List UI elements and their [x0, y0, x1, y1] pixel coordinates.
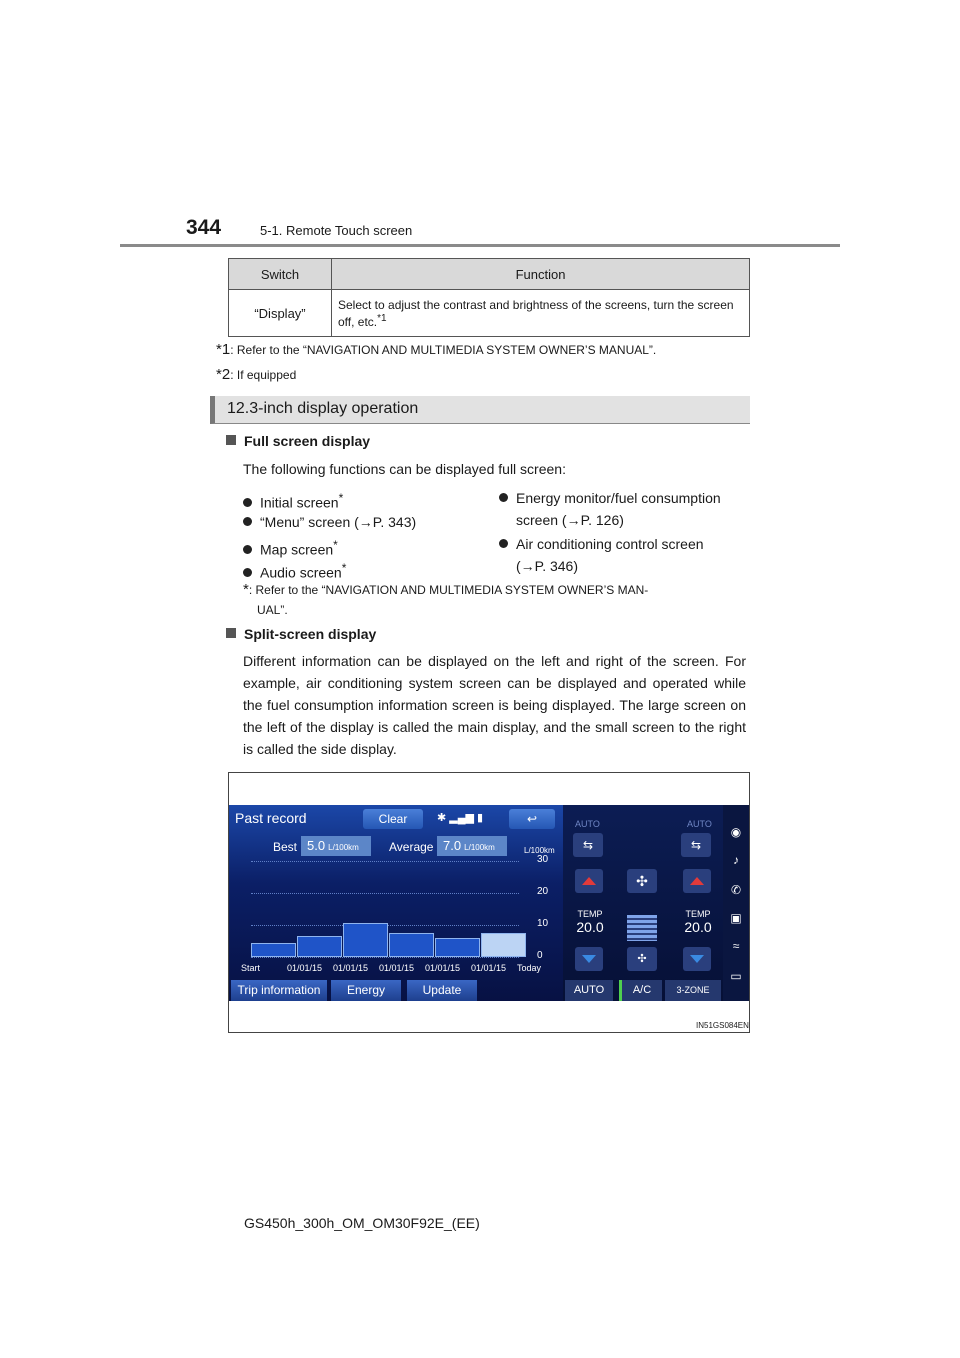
temp-down-right-button[interactable]: [683, 947, 711, 971]
left-airflow-button[interactable]: [573, 833, 603, 857]
header-rule: [120, 244, 840, 247]
average-value-box: [437, 836, 507, 856]
x-tick-label: 01/01/15: [425, 963, 461, 973]
full-screen-heading: [226, 433, 370, 449]
best-unit: L/100km: [328, 843, 359, 852]
temp-label-right: TEMP: [685, 909, 711, 919]
footnote-mark: *2: [216, 366, 231, 383]
bullet-icon: [243, 545, 252, 554]
bullet-icon: [499, 493, 508, 502]
section-title: 5-1. Remote Touch screen: [260, 223, 413, 238]
main-display: [229, 805, 563, 1001]
temp-down-left-button[interactable]: [575, 947, 603, 971]
y-tick-label: 20: [537, 886, 549, 897]
x-tick-label: 01/01/15: [379, 963, 415, 973]
table-header-function: Function: [332, 259, 750, 290]
bullet-icon: [243, 568, 252, 577]
grid-line: [251, 893, 519, 894]
bullet-icon: [243, 498, 252, 507]
back-button[interactable]: [509, 809, 555, 829]
note-mark: *1: [377, 312, 387, 324]
chart-bar: [389, 933, 434, 957]
arrow-up-icon: [582, 877, 596, 885]
back-arrow-icon: ↩: [526, 812, 538, 826]
table-row: [229, 290, 750, 337]
chart-bar: [481, 933, 526, 957]
auto-button[interactable]: AUTO: [565, 980, 613, 1001]
x-tick-label: 01/01/15: [333, 963, 369, 973]
axis-unit: L/100km: [524, 846, 555, 855]
fan-up-button[interactable]: [627, 869, 657, 893]
chart-bar: [343, 923, 388, 957]
tab-update[interactable]: Update: [407, 980, 477, 1001]
y-tick-label: 30: [537, 854, 549, 865]
y-tick-label: 10: [537, 918, 549, 929]
square-bullet-icon: [226, 435, 236, 445]
footnote-2: [216, 366, 296, 383]
table-header-switch: Switch: [229, 259, 332, 290]
fan-icon: ✣: [636, 873, 648, 889]
list-item: Energy monitor/fuel consumption screen (→P. 126): [499, 487, 749, 531]
function-text: Select to adjust the contrast and brightness of the screens, turn the screen off, etc.: [338, 297, 734, 329]
average-value: 7.0: [443, 838, 462, 853]
footnote-text: : Refer to the “NAVIGATION AND MULTIMEDIA SYSTEM OWNER’S MANUAL”.: [230, 343, 657, 357]
subheading-bar: [210, 396, 750, 424]
chart-bar: [435, 938, 480, 957]
list-item: Map screen*: [243, 534, 338, 561]
auto-label-left: AUTO: [575, 819, 600, 829]
average-unit: L/100km: [464, 843, 495, 852]
heading-text: Full screen display: [244, 433, 371, 449]
fan-level-indicator: [627, 915, 657, 941]
list-item: “Menu” screen (→P. 343): [243, 511, 416, 533]
split-screen-paragraph: Different information can be displayed on the left and right of the screen. For example, air conditioning system screen can be displayed and operated while the fuel consumption information screen is being displayed. The large screen on the left of the display is called the main display, and the small screen to the right is called the side display.: [243, 653, 746, 757]
image-code: IN51GS084EN: [696, 1021, 749, 1030]
grid-line: [251, 861, 519, 862]
chart-bar: [251, 943, 296, 957]
x-tick-label: Start: [241, 963, 261, 973]
footnote-text: : If equipped: [230, 368, 297, 382]
climate-icon[interactable]: ≈: [732, 939, 740, 953]
bullet-icon: [243, 517, 252, 526]
airflow-icon: ⇆: [582, 838, 594, 852]
arrow-down-icon: [582, 955, 596, 963]
best-value: 5.0: [307, 838, 326, 853]
right-airflow-button[interactable]: [681, 833, 711, 857]
arrow-up-icon: [690, 877, 704, 885]
tab-energy[interactable]: Energy: [331, 980, 401, 1001]
y-tick-label: 0: [537, 950, 543, 961]
temp-label-left: TEMP: [577, 909, 603, 919]
chart-bar: [297, 936, 342, 957]
best-label: Best: [273, 840, 298, 854]
full-screen-note: *: Refer to the “NAVIGATION AND MULTIMEDIA SYSTEM OWNER’S MAN- UAL”.: [243, 581, 649, 617]
full-screen-intro: The following functions can be displayed full screen:: [243, 461, 566, 477]
list-item: Audio screen*: [243, 557, 346, 584]
tab-trip-information[interactable]: Trip information: [231, 980, 327, 1001]
image-icon[interactable]: ▣: [730, 911, 742, 925]
heading-text: Split-screen display: [244, 626, 377, 642]
clear-button[interactable]: Clear: [363, 809, 423, 829]
navigation-icon[interactable]: ◉: [730, 825, 742, 839]
temp-up-left-button[interactable]: [575, 869, 603, 893]
auto-label-right: AUTO: [687, 819, 712, 829]
status-icons: ✱ ▂▄▆ ▮: [437, 812, 484, 824]
footnote-1: [216, 341, 656, 358]
switch-function-table: [228, 258, 750, 337]
ac-button[interactable]: A/C: [619, 980, 662, 1001]
subheading: 12.3-inch display operation: [227, 400, 419, 417]
x-tick-label: Today: [517, 963, 542, 973]
note-mark: *: [243, 581, 249, 598]
fan-down-button[interactable]: [627, 947, 657, 971]
display-icon[interactable]: ▭: [730, 969, 742, 983]
x-tick-label: 01/01/15: [471, 963, 507, 973]
x-tick-label: 01/01/15: [287, 963, 323, 973]
footnote-mark: *1: [216, 341, 231, 358]
list-item: Air conditioning control screen (→P. 346): [499, 533, 749, 577]
square-bullet-icon: [226, 628, 236, 638]
phone-icon[interactable]: ✆: [730, 883, 742, 897]
temp-value-left: 20.0: [576, 919, 604, 935]
page-number: 344: [186, 216, 222, 239]
zone-button[interactable]: 3-ZONE: [665, 980, 721, 1001]
table-cell-switch: “Display”: [229, 290, 332, 337]
split-screen-heading: [226, 626, 376, 642]
best-value-box: [301, 836, 371, 856]
display-screen: [229, 805, 749, 1001]
arrow-down-icon: [690, 955, 704, 963]
screen-title: Past record: [235, 810, 307, 826]
airflow-icon: ⇆: [690, 838, 702, 852]
temp-up-right-button[interactable]: [683, 869, 711, 893]
temp-value-right: 20.0: [684, 919, 712, 935]
side-display: [563, 805, 749, 1001]
bullet-icon: [499, 539, 508, 548]
grid-line: [251, 957, 519, 958]
table-cell-function: [332, 290, 750, 337]
side-rail: [723, 805, 749, 1001]
list-item: Initial screen*: [243, 487, 343, 514]
fan-icon: ✣: [637, 953, 647, 965]
average-label: Average: [389, 840, 434, 854]
music-icon[interactable]: ♪: [733, 853, 739, 867]
document-footer: GS450h_300h_OM_OM30F92E_(EE): [244, 1215, 480, 1231]
